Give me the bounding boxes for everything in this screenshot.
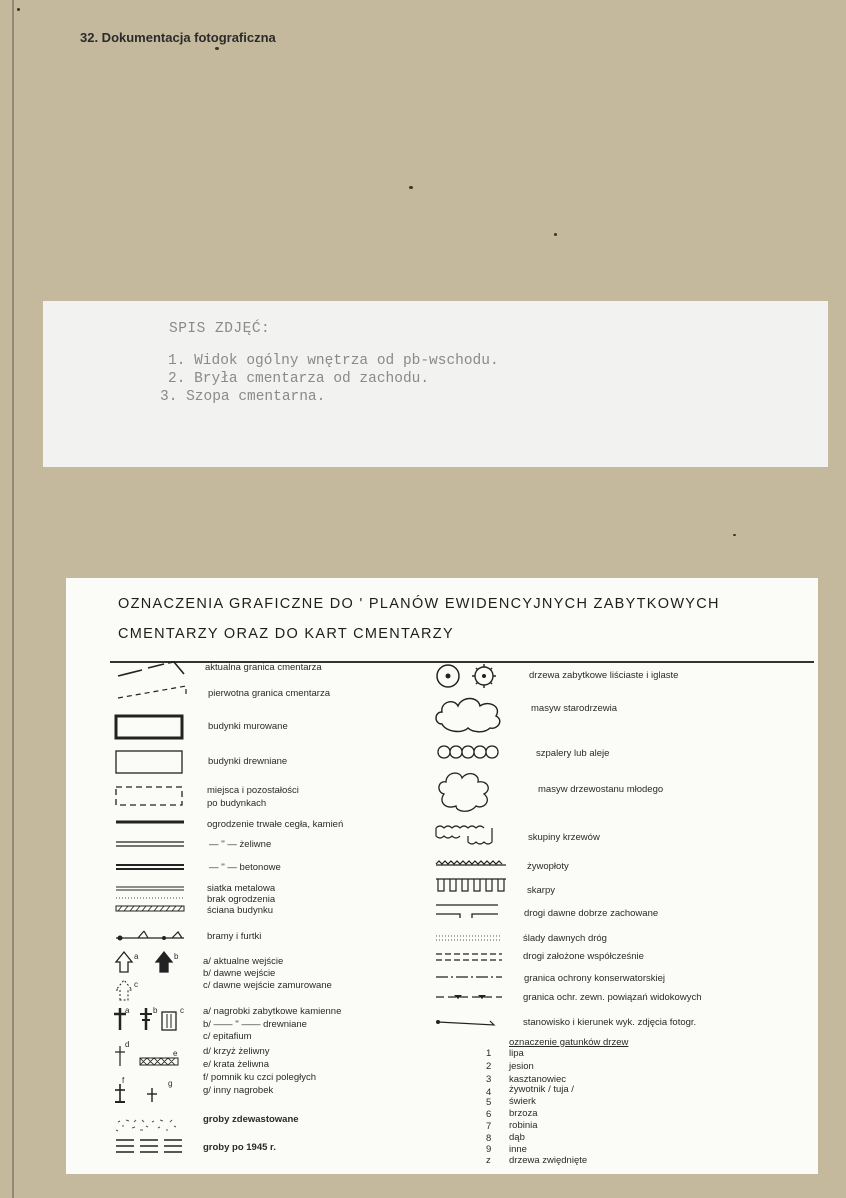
fence-types-symbol	[114, 884, 186, 918]
grave-letter: c	[180, 1006, 184, 1015]
post-1945-graves-symbol	[114, 1136, 186, 1158]
species-number: 2	[486, 1061, 492, 1072]
species-name: jesion	[509, 1061, 534, 1072]
hedges-symbol	[434, 859, 508, 869]
species-number: 9	[486, 1144, 492, 1155]
species-name: świerk	[509, 1096, 536, 1107]
label-hedges: żywopłoty	[527, 861, 569, 872]
slopes-symbol	[434, 877, 510, 893]
label-entrance-current: a/ aktualne wejście	[203, 956, 284, 967]
label-graves-stone: a/ nagrobki zabytkowe kamienne	[203, 1006, 342, 1017]
wooden-building-symbol	[114, 749, 186, 777]
label-slopes: skarpy	[527, 885, 555, 896]
grave-letter: d	[125, 1040, 130, 1049]
entrance-letter: c	[134, 980, 138, 989]
legend-card	[66, 578, 818, 1174]
photo-position-symbol	[434, 1016, 506, 1030]
label-wooden-buildings: budynki drewniane	[208, 756, 288, 767]
gates-symbol	[114, 928, 186, 944]
photo-list-item: 2. Bryła cmentarza od zachodu.	[168, 371, 430, 387]
grave-letter: b	[153, 1006, 158, 1015]
label-devastated-graves: groby zdewastowane	[203, 1114, 299, 1125]
label-new-roads: drogi założone współcześnie	[523, 951, 644, 962]
label-old-tree-stand: masyw starodrzewia	[531, 703, 618, 714]
cast-iron-fence-symbol	[114, 839, 186, 849]
species-name: żywotnik / tuja /	[509, 1084, 574, 1095]
species-name: drzewa zwiędnięte	[509, 1155, 588, 1166]
species-number: z	[486, 1155, 491, 1166]
species-number: 5	[486, 1097, 492, 1108]
entrance-letter: a	[134, 952, 139, 961]
old-tree-stand-symbol	[432, 694, 508, 734]
old-roads-symbol	[434, 902, 500, 920]
current-boundary-symbol	[116, 660, 188, 682]
label-building-remains: miejsca i pozostałości	[207, 785, 299, 796]
historic-trees-symbol	[434, 662, 512, 692]
photo-list-item: 3. Szopa cmentarna.	[160, 389, 326, 405]
grave-letter: e	[173, 1049, 178, 1058]
species-number: 6	[486, 1109, 492, 1120]
photo-list-item: 1. Widok ogólny wnętrza od pb-wschodu.	[168, 353, 499, 369]
label-metal-mesh: siatka metalowa	[207, 883, 276, 894]
binding-edge	[12, 0, 14, 1198]
photo-list-title: SPIS ZDJĘĆ:	[169, 321, 271, 337]
page-header: 32. Dokumentacja fotograficzna	[80, 30, 276, 45]
grave-letter: f	[122, 1076, 125, 1085]
label-tree-species-title: oznaczenie gatunków drzew	[509, 1037, 629, 1048]
grave-letter: a	[125, 1006, 130, 1015]
label-permanent-fence: ogrodzenie trwałe cegła, kamień	[207, 819, 344, 830]
species-number: 1	[486, 1048, 492, 1059]
species-number: 4	[486, 1087, 492, 1098]
legend-title-line1: OZNACZENIA GRAFICZNE DO ' PLANÓW EWIDENCYJNYCH ZABYTKOWYCH	[118, 596, 720, 612]
photo-list-card	[43, 301, 828, 467]
label-concrete-fence: — '' — betonowe	[209, 862, 281, 873]
label-other-grave: g/ inny nagrobek	[203, 1085, 274, 1096]
label-view-protection-boundary: granica ochr. zewn. powiązań widokowych	[523, 992, 702, 1003]
label-current-boundary: aktualna granica cmentarza	[205, 662, 322, 673]
label-gates: bramy i furtki	[207, 931, 262, 942]
young-tree-stand-symbol	[434, 768, 506, 816]
concrete-fence-symbol	[114, 862, 186, 872]
grave-letter: g	[168, 1079, 173, 1088]
label-historic-trees: drzewa zabytkowe liściaste i iglaste	[529, 670, 679, 681]
entrance-letter: b	[174, 952, 179, 961]
species-name: kasztanowiec	[509, 1074, 567, 1085]
species-name: lipa	[509, 1048, 524, 1059]
label-cast-iron-fence: — '' — żeliwne	[209, 839, 272, 850]
label-post-1945-graves: groby po 1945 r.	[203, 1142, 276, 1153]
original-boundary-symbol	[116, 682, 188, 704]
label-monument: f/ pomnik ku czci poległych	[203, 1072, 316, 1083]
label-iron-grille: e/ krata żeliwna	[203, 1059, 270, 1070]
label-epitaph: c/ epitafium	[203, 1031, 252, 1042]
label-young-tree-stand: masyw drzewostanu młodego	[538, 784, 664, 795]
label-photo-position: stanowisko i kierunek wyk. zdjęcia fotogr.	[523, 1017, 697, 1028]
tree-rows-symbol	[434, 742, 510, 762]
masonry-building-symbol	[114, 714, 186, 742]
label-graves-wooden: b/ —— '' —— drewniane	[203, 1019, 307, 1030]
species-number: 7	[486, 1121, 492, 1132]
species-name: inne	[509, 1144, 527, 1155]
conservation-boundary-symbol	[434, 973, 504, 981]
label-conservation-boundary: granica ochrony konserwatorskiej	[524, 973, 665, 984]
building-remains-symbol	[114, 784, 186, 810]
shrubs-symbol	[434, 822, 500, 848]
species-name: robinia	[509, 1120, 538, 1131]
old-road-traces-symbol	[434, 933, 504, 943]
species-name: dąb	[509, 1132, 525, 1143]
label-old-roads: drogi dawne dobrze zachowane	[524, 908, 659, 919]
label-original-boundary: pierwotna granica cmentarza	[208, 688, 330, 699]
label-tree-rows: szpalery lub aleje	[536, 748, 610, 759]
label-entrance-old: b/ dawne wejście	[203, 968, 276, 979]
species-number: 8	[486, 1133, 492, 1144]
label-building-wall: ściana budynku	[207, 905, 274, 916]
view-protection-boundary-symbol	[434, 992, 504, 1002]
label-iron-cross: d/ krzyż żeliwny	[203, 1046, 270, 1057]
permanent-fence-symbol	[114, 818, 186, 826]
species-name: brzoza	[509, 1108, 538, 1119]
label-shrubs: skupiny krzewów	[528, 832, 600, 843]
new-roads-symbol	[434, 951, 504, 963]
legend-title-line2: CMENTARZY ORAZ DO KART CMENTARZY	[118, 626, 454, 642]
label-no-fence: brak ogrodzenia	[207, 894, 276, 905]
species-number: 3	[486, 1074, 492, 1085]
label-masonry-buildings: budynki murowane	[208, 721, 288, 732]
label-old-road-traces: ślady dawnych dróg	[523, 933, 607, 944]
label-building-remains-2: po budynkach	[207, 798, 267, 809]
label-entrance-walled: c/ dawne wejście zamurowane	[203, 980, 332, 991]
